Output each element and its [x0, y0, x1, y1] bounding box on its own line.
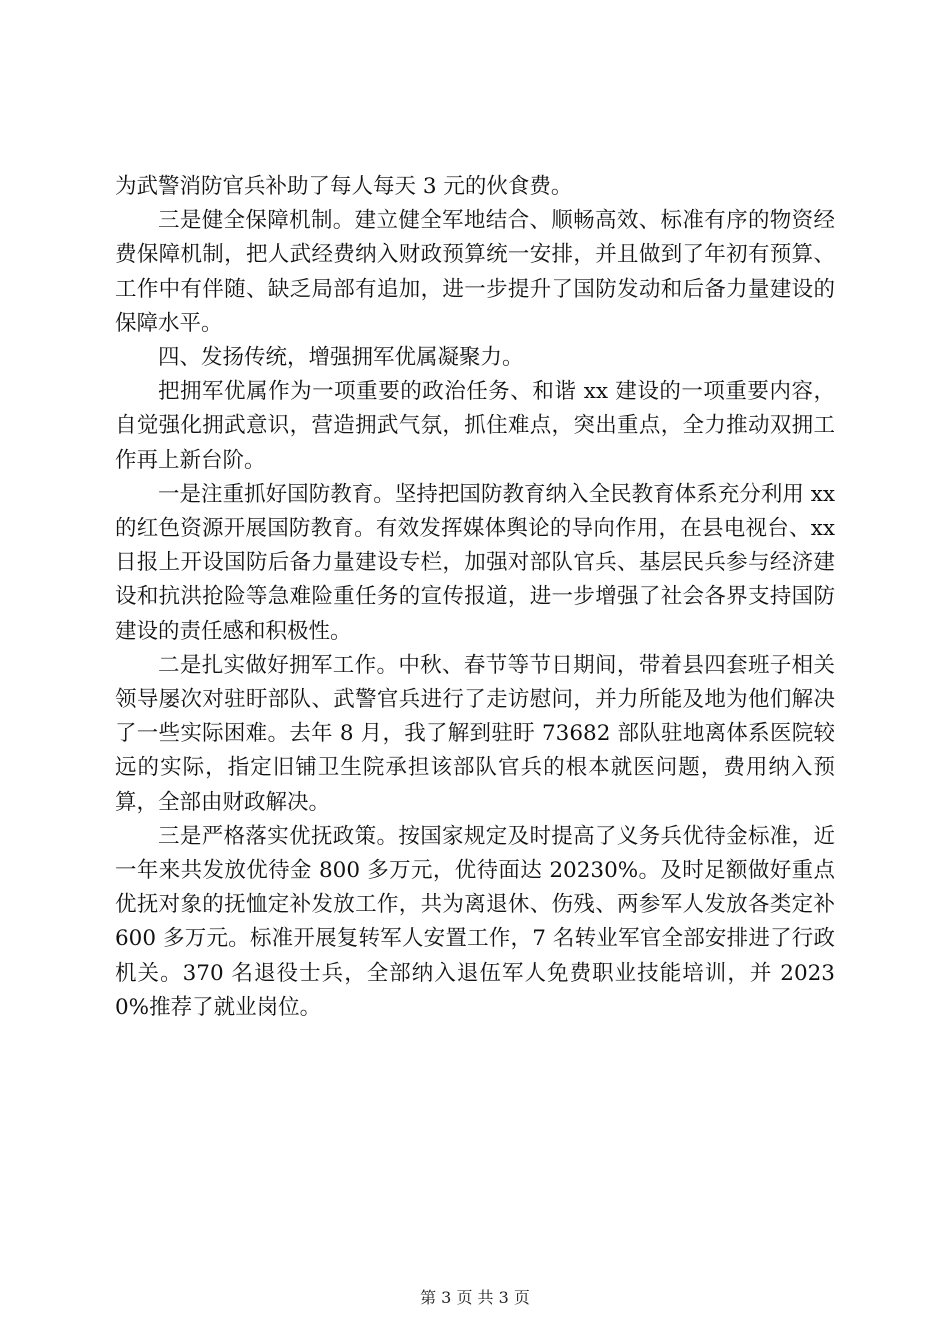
page-footer: 第 3 页 共 3 页 — [420, 1288, 530, 1307]
paragraph-5: 一是注重抓好国防教育。坚持把国防教育纳入全民教育体系充分利用 xx 的红色资源开展国防教育。有效发挥媒体舆论的导向作用，在县电视台、xx 日报上开设国防后备力量建设专栏，加强对部队官兵、基层民兵参与经济建设和抗洪抢险等急难险重任务的宣传报道，进一步增强了社会各界支持国防建设的责任感和积极性。 — [115, 481, 835, 644]
paragraph-6: 二是扎实做好拥军工作。中秋、春节等节日期间，带着县四套班子相关领导屡次对驻盱部队、武警官兵进行了走访慰问，并力所能及地为他们解决了一些实际困难。去年 8 月，我了解到驻盱 73682 部队驻地离体系医院较远的实际，指定旧铺卫生院承担该部队官兵的根本就医问题，费用纳入预算，全部由财政解决。 — [115, 652, 835, 815]
document-body — [115, 170, 835, 1025]
paragraph-1: 为武警消防官兵补助了每人每天 3 元的伙食费。 — [115, 174, 573, 199]
section-heading: 四、发扬传统，增强拥军优属凝聚力。 — [158, 345, 524, 371]
paragraph-2: 三是健全保障机制。建立健全军地结合、顺畅高效、标准有序的物资经费保障机制，把人武经费纳入财政预算统一安排，并且做到了年初有预算、工作中有伴随、缺乏局部有追加，进一步提升了国防发动和后备力量建设的保障水平。 — [115, 208, 835, 336]
paragraph-7: 三是严格落实优抚政策。按国家规定及时提高了义务兵优待金标准，近一年来共发放优待金 800 多万元，优待面达 20230%。及时足额做好重点优抚对象的抚恤定补发放工作，共为离退休、伤残、两参军人发放各类定补 600 多万元。标准开展复转军人安置工作，7 名转业军官全部安排进了行政机关。370 名退役士兵，全部纳入退伍军人免费职业技能培训，并 20230%推荐了就业岗位。 — [115, 823, 835, 1020]
paragraph-4: 把拥军优属作为一项重要的政治任务、和谐 xx 建设的一项重要内容，自觉强化拥武意识，营造拥武气氛，抓住难点，突出重点，全力推动双拥工作再上新台阶。 — [115, 379, 835, 473]
